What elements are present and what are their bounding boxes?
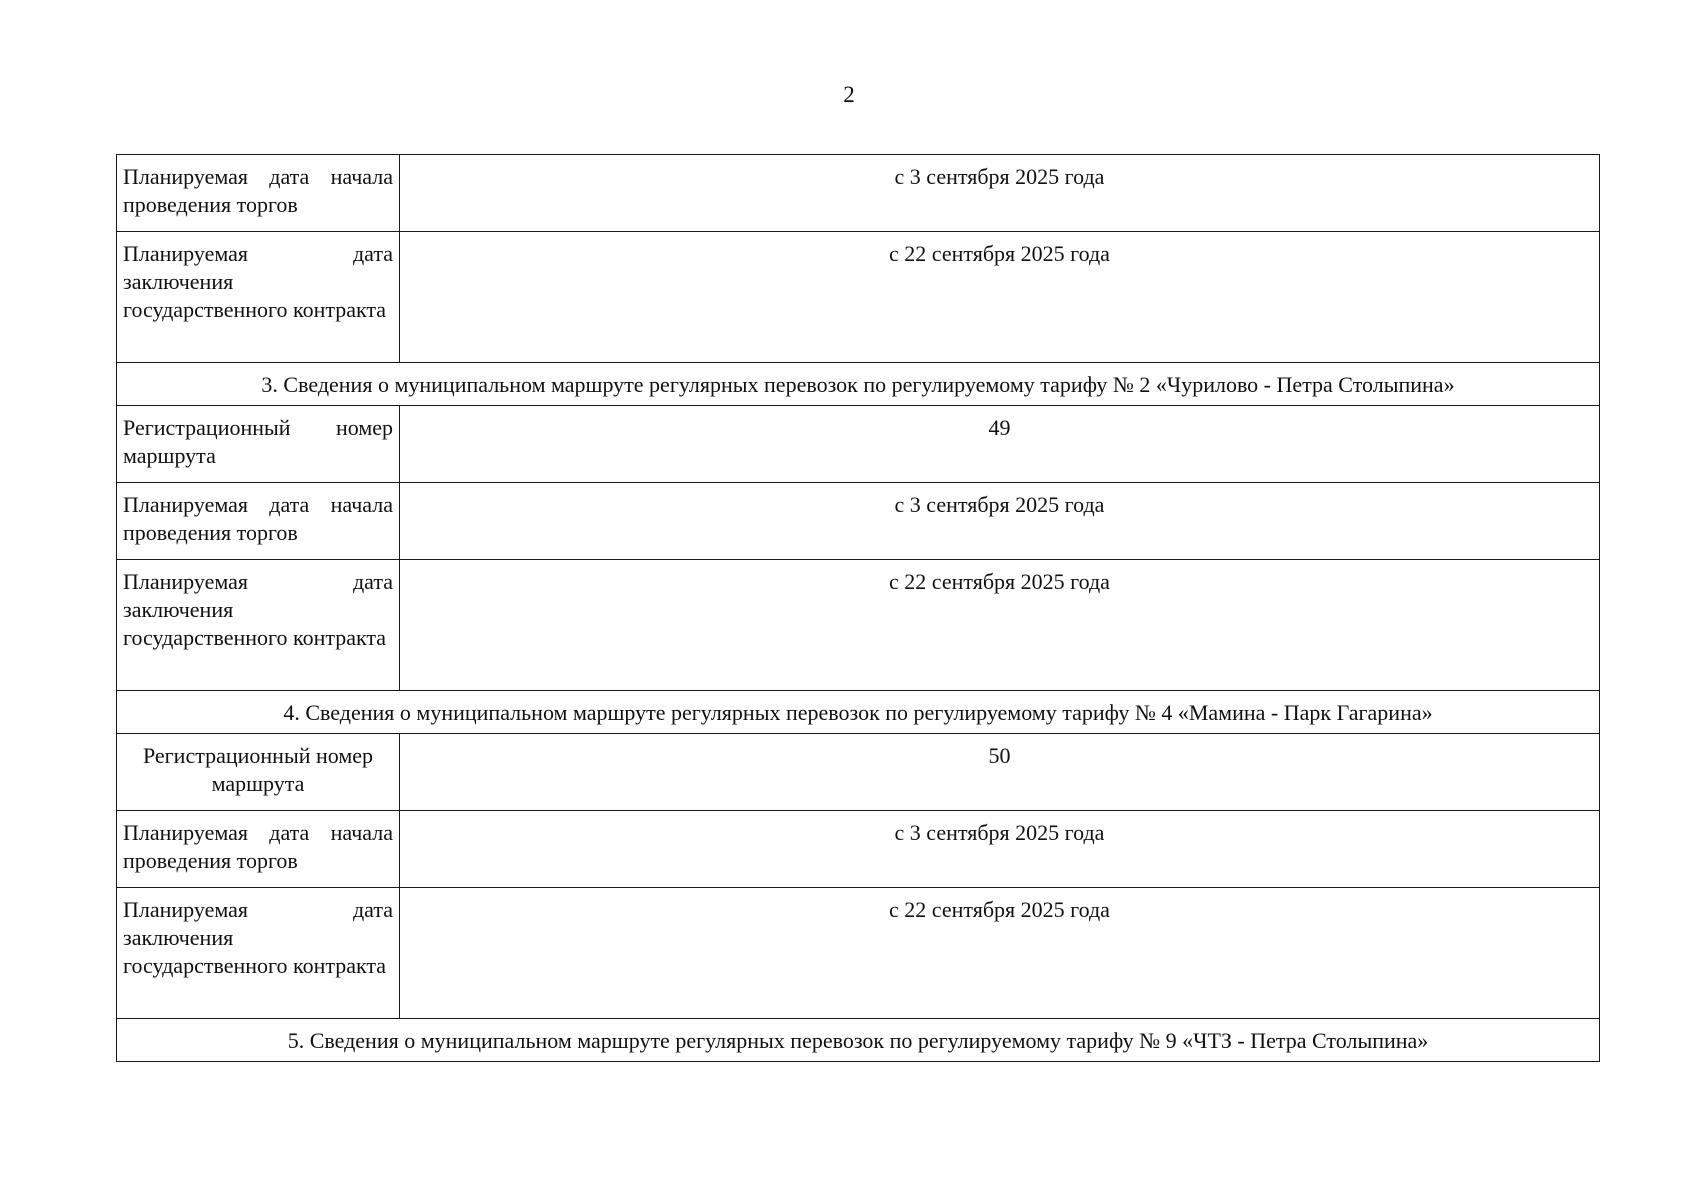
field-value: 49 bbox=[400, 406, 1600, 483]
table-row-trade-start-date bbox=[117, 811, 1600, 888]
field-value: 50 bbox=[400, 734, 1600, 811]
field-label: Планируемая дата начала проведения торгов bbox=[117, 483, 400, 560]
field-label-word: дата bbox=[352, 241, 393, 266]
table-row-contract-date bbox=[117, 888, 1600, 1019]
field-label-first-line bbox=[123, 896, 393, 924]
section-heading-row bbox=[117, 363, 1600, 406]
field-label: Регистрационный номер маршрута bbox=[117, 734, 400, 811]
field-label-rest: заключения государственного контракта bbox=[123, 269, 387, 322]
section-heading: 3. Сведения о муниципальном маршруте регулярных перевозок по регулируемому тарифу № 2 «Чурилово - Петра Столыпина» bbox=[117, 363, 1600, 406]
field-label: Планируемая дата начала проведения торгов bbox=[117, 155, 400, 232]
field-label-word: Планируемая bbox=[123, 897, 249, 922]
field-label-word: дата bbox=[352, 897, 393, 922]
field-label-rest: заключения государственного контракта bbox=[123, 925, 387, 978]
table-row-contract-date bbox=[117, 232, 1600, 363]
field-value: с 22 сентября 2025 года bbox=[400, 560, 1600, 691]
field-label-first-line bbox=[123, 240, 393, 268]
section-heading-row bbox=[117, 1019, 1600, 1062]
section-heading-row bbox=[117, 691, 1600, 734]
route-info-table bbox=[116, 154, 1600, 1062]
field-label-word: Планируемая bbox=[123, 241, 249, 266]
section-heading: 4. Сведения о муниципальном маршруте регулярных перевозок по регулируемому тарифу № 4 «Мамина - Парк Гагарина» bbox=[117, 691, 1600, 734]
table-row-registration-number bbox=[117, 734, 1600, 811]
field-label bbox=[117, 560, 400, 691]
field-value: с 3 сентября 2025 года bbox=[400, 811, 1600, 888]
table-row-trade-start-date bbox=[117, 155, 1600, 232]
table-row-registration-number bbox=[117, 406, 1600, 483]
page-number: 2 bbox=[843, 82, 855, 107]
field-label bbox=[117, 232, 400, 363]
field-value: с 22 сентября 2025 года bbox=[400, 888, 1600, 1019]
field-label-word: Планируемая bbox=[123, 569, 249, 594]
field-value: с 3 сентября 2025 года bbox=[400, 155, 1600, 232]
section-heading: 5. Сведения о муниципальном маршруте регулярных перевозок по регулируемому тарифу № 9 «ЧТЗ - Петра Столыпина» bbox=[117, 1019, 1600, 1062]
field-label bbox=[117, 888, 400, 1019]
field-label-word: дата bbox=[352, 569, 393, 594]
field-label-rest: заключения государственного контракта bbox=[123, 597, 387, 650]
table-row-trade-start-date bbox=[117, 483, 1600, 560]
table-row-contract-date bbox=[117, 560, 1600, 691]
field-label-first-line bbox=[123, 568, 393, 596]
field-label: Планируемая дата начала проведения торгов bbox=[117, 811, 400, 888]
field-value: с 22 сентября 2025 года bbox=[400, 232, 1600, 363]
field-value: с 3 сентября 2025 года bbox=[400, 483, 1600, 560]
field-label: Регистрационный номер маршрута bbox=[117, 406, 400, 483]
